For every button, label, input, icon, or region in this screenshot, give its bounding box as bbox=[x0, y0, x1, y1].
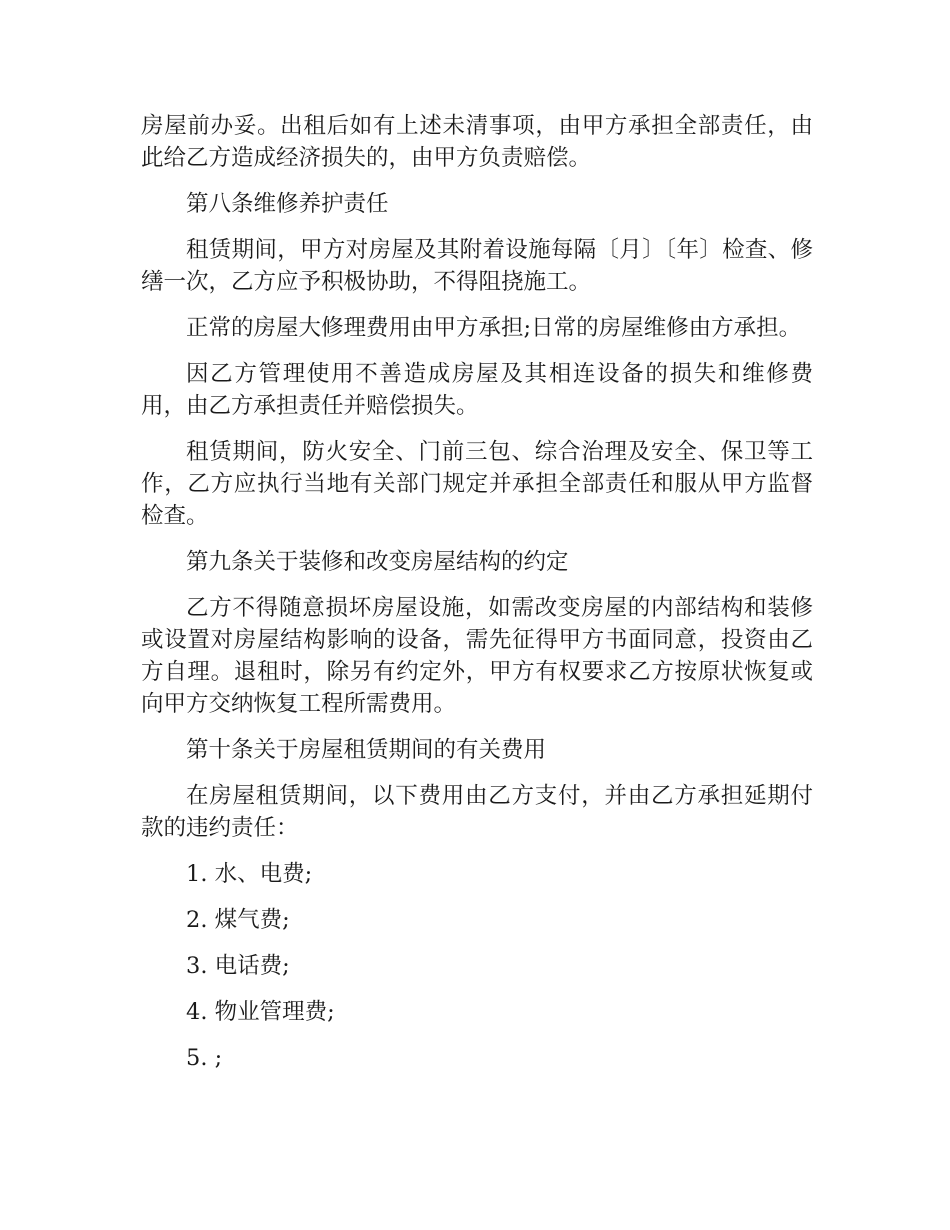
list-item: 3. 电话费; bbox=[186, 953, 290, 979]
paragraph-repair-costs: 正常的房屋大修理费用由甲方承担;日常的房屋维修由方承担。 bbox=[186, 315, 802, 341]
document-body bbox=[141, 110, 813, 1088]
paragraph-damage-liability: 因乙方管理使用不善造成房屋及其相连设备的损失和维修费用，由乙方承担责任并赔偿损失。 bbox=[141, 361, 813, 419]
article-9-heading: 第九条关于装修和改变房屋结构的约定 bbox=[186, 549, 569, 575]
list-item: 5. ; bbox=[186, 1045, 223, 1071]
paragraph-renovation: 乙方不得随意损坏房屋设施，如需改变房屋的内部结构和装修或设置对房屋结构影响的设备，需先征得甲方书面同意，投资由乙方自理。退租时，除另有约定外，甲方有权要求乙方按原状恢复或向甲方交纳恢复工程所需费用。 bbox=[141, 595, 813, 717]
paragraph-continuation: 房屋前办妥。出租后如有上述未清事项，由甲方承担全部责任，由此给乙方造成经济损失的，由甲方负责赔偿。 bbox=[141, 113, 813, 171]
article-8-heading: 第八条维修养护责任 bbox=[186, 191, 389, 217]
list-item: 2. 煤气费; bbox=[186, 907, 290, 933]
paragraph-fees-intro: 在房屋租赁期间，以下费用由乙方支付，并由乙方承担延期付款的违约责任： bbox=[141, 783, 813, 841]
paragraph-inspection: 租赁期间，甲方对房屋及其附着设施每隔〔月〕〔年〕检查、修缮一次，乙方应予积极协助，不得阻挠施工。 bbox=[141, 237, 813, 295]
article-10-heading: 第十条关于房屋租赁期间的有关费用 bbox=[186, 737, 547, 763]
list-item: 1. 水、电费; bbox=[186, 861, 313, 887]
paragraph-safety: 租赁期间，防火安全、门前三包、综合治理及安全、保卫等工作，乙方应执行当地有关部门规定并承担全部责任和服从甲方监督检查。 bbox=[141, 439, 813, 529]
list-item: 4. 物业管理费; bbox=[186, 999, 335, 1025]
